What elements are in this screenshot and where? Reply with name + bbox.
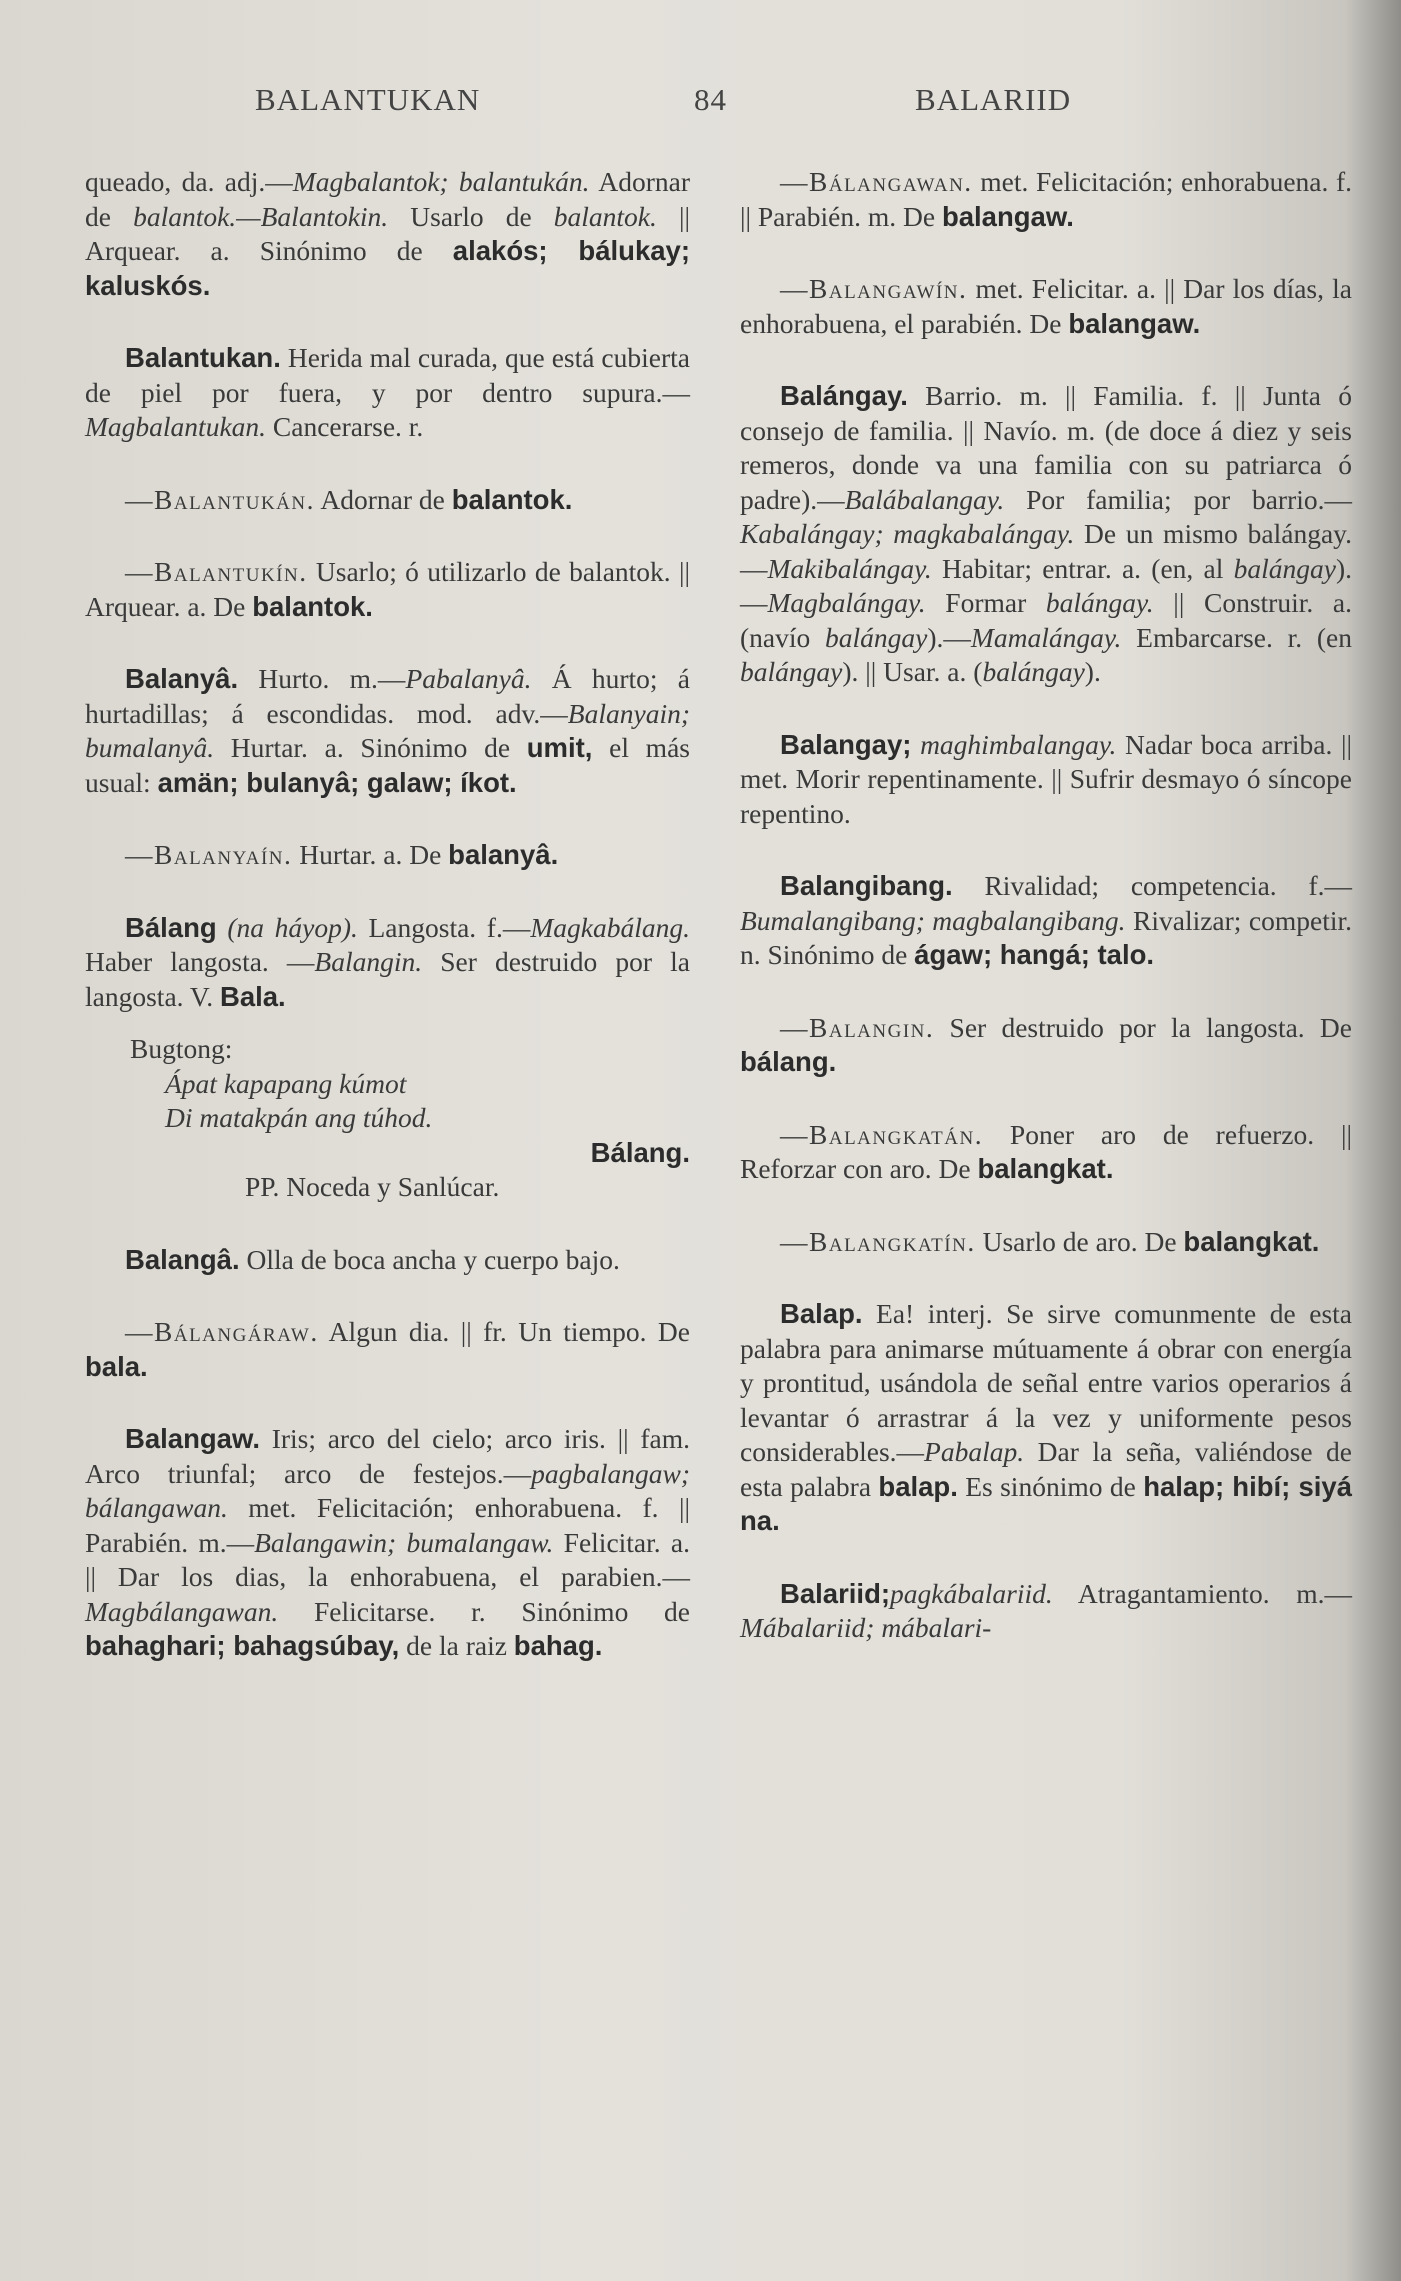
riddle-answer: Bálang. bbox=[590, 1136, 690, 1168]
page-number: 84 bbox=[694, 82, 727, 117]
entry-balang: Bálang (na háyop). Langosta. f.—Magkabálang. Haber langosta. —Balangin. Ser destruido por la langosta. V. Bala. bbox=[85, 911, 690, 1012]
entry-balangkatan: —Balangkatán. Poner aro de refuerzo. || Reforzar con aro. De balangkat. bbox=[740, 1118, 1352, 1184]
entry-balangawan: —Bálangawan. met. Felicitación; enhorabuena. f. || Parabién. m. De balangaw. bbox=[740, 166, 1352, 232]
riddle-source: PP. Noceda y Sanlúcar. bbox=[245, 1171, 500, 1202]
headword: Balangay; bbox=[780, 728, 912, 760]
riddle-line: Di matakpán ang túhod. bbox=[165, 1102, 433, 1133]
entry-balanyain: —Balanyaín. Hurtar. a. De balanyâ. bbox=[125, 839, 559, 870]
riddle-label: Bugtong: bbox=[130, 1033, 233, 1064]
entry-balangin: —Balangin. Ser destruido por la langosta. De bálang. bbox=[740, 1011, 1352, 1077]
left-column bbox=[85, 165, 690, 1702]
entry-balangay-barrio: Balángay. Barrio. m. || Familia. f. || Junta ó consejo de familia. || Navío. m. (de doce á diez y seis remeros, donde va una familia con su patriarca ó padre).—Balábalangay. Por familia; por barrio.—Kabalángay; magkabalángay. De un mismo balángay.—Makibalángay. Habitar; entrar. a. (en, al balángay).—Magbalángay. Formar balángay. || Construir. a. (navío balángay).—Mamalángay. Embarcarse. r. (en balángay). || Usar. a. (balángay). bbox=[740, 380, 1352, 687]
riddle-block bbox=[85, 1032, 690, 1205]
entry-balangaraw: —Bálangáraw. Algun dia. || fr. Un tiempo. De bala. bbox=[85, 1316, 690, 1382]
header-right-guideword: BALARIID bbox=[915, 82, 1072, 117]
entry-balangawin: —Balangawín. met. Felicitar. a. || Dar los días, la enhorabuena, el parabién. De balangaw. bbox=[740, 273, 1352, 339]
entry-continuation: queado, da. adj.—Magbalantok; balantukán. Adornar de balantok.—Balantokin. Usarlo de balantok. || Arquear. a. Sinónimo de alakós; bálukay; kaluskós. bbox=[85, 166, 691, 301]
riddle-line: Ápat kapapang kúmot bbox=[165, 1067, 407, 1099]
headword: Balangibang. bbox=[780, 870, 953, 901]
entry-balantukin: —Balantukín. Usarlo; ó utilizarlo de balantok. || Arquear. a. De balantok. bbox=[85, 556, 690, 622]
entry-balanga: Balangâ. Olla de boca ancha y cuerpo bajo. bbox=[125, 1243, 620, 1275]
entry-balangkatin: —Balangkatín. Usarlo de aro. De balangkat. bbox=[780, 1225, 1320, 1257]
entry-balangaw: Balangaw. Iris; arco del cielo; arco iris. || fam. Arco triunfal; arco de festejos.—pagbalangaw; bálangawan. met. Felicitación; enhorabuena. f. || Parabién. m.—Balangawin; bumalangaw. Felicitar. a. || Dar los dias, la enhorabuena, el parabien.—Magbálangawan. Felicitarse. r. Sinónimo de bahaghari; bahagsúbay, de la raiz bahag. bbox=[85, 1423, 690, 1661]
headword: Balanyâ. bbox=[125, 663, 239, 694]
headword: Balángay. bbox=[780, 380, 908, 411]
entry-balariid: Balariid;pagkábalariid. Atragantamiento. m.—Mábalariid; mábalari- bbox=[740, 1577, 1352, 1643]
right-column bbox=[740, 165, 1352, 1684]
page-header bbox=[0, 82, 1401, 132]
entry-balangay-nadar: Balangay; maghimbalangay. Nadar boca arriba. || met. Morir repentinamente. || Sufrir desmayo ó síncope repentino. bbox=[740, 728, 1352, 829]
headword: Balangaw. bbox=[125, 1423, 260, 1454]
entry-balangibang: Balangibang. Rivalidad; competencia. f.—Bumalangibang; magbalangibang. Rivalizar; competir. n. Sinónimo de ágaw; hangá; talo. bbox=[740, 870, 1352, 970]
headword: Bálang bbox=[125, 911, 217, 943]
entry-balantukan-verb: —Balantukán. Adornar de balantok. bbox=[125, 483, 573, 515]
header-left-guideword: BALANTUKAN bbox=[255, 82, 481, 117]
headword: Balariid; bbox=[780, 1577, 891, 1609]
entry-balap: Balap. Ea! interj. Se sirve comunmente de esta palabra para animarse mútuamente á obrar con energía y prontitud, usándola de señal entre varios operarios á levantar ó arrastrar á la vez y uniformente pesos considerables.—Pabalap. Dar la seña, valiéndose de esta palabra balap. Es sinónimo de halap; hibí; siyá na. bbox=[740, 1298, 1352, 1536]
entry-balanya: Balanyâ. Hurto. m.—Pabalanyâ. Á hurto; á hurtadillas; á escondidas. mod. adv.—Balanyain; bumalanyâ. Hurtar. a. Sinónimo de umit, el más usual: amän; bulanyâ; galaw; íkot. bbox=[85, 663, 690, 798]
headword: Balangâ. bbox=[125, 1243, 240, 1275]
headword: Balap. bbox=[780, 1298, 863, 1329]
headword: Balantukan. bbox=[125, 342, 281, 373]
entry-balantukan: Balantukan. Herida mal curada, que está cubierta de piel por fuera, y por dentro supura.—Magbalantukan. Cancerarse. r. bbox=[85, 342, 690, 442]
